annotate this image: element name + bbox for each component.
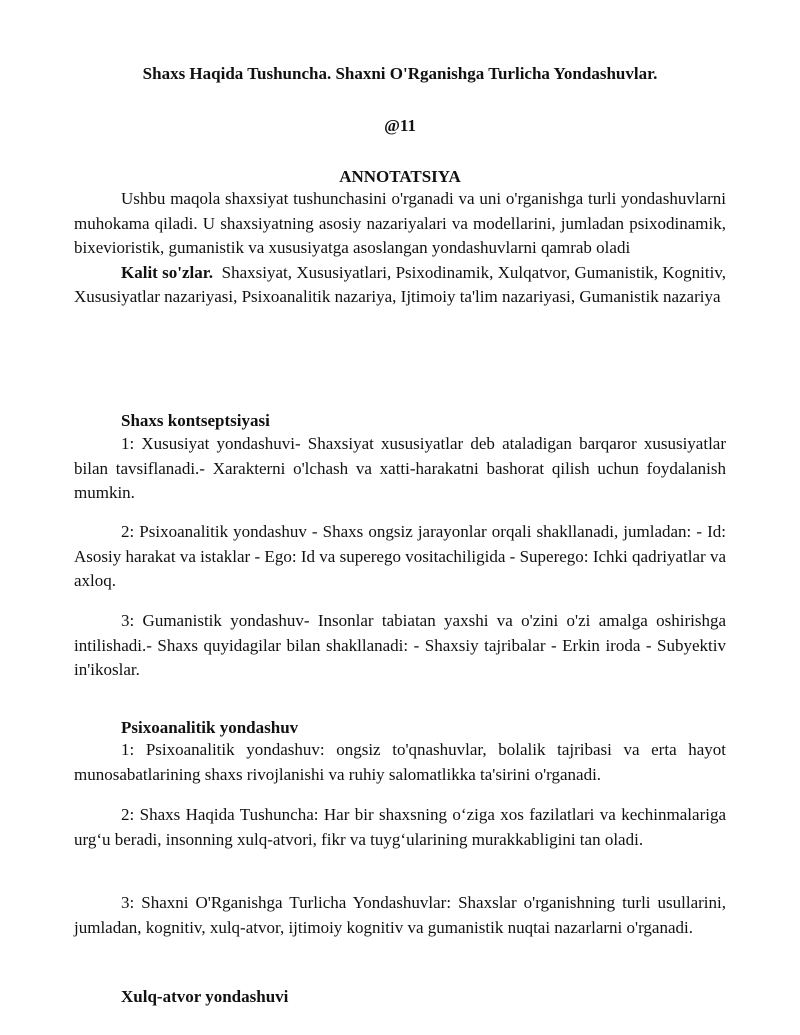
section1-paragraph-3: [74, 609, 726, 683]
section2-paragraph-3: [74, 891, 726, 940]
section1-paragraph-2: [74, 520, 726, 594]
paragraph-text: 2: Psixoanalitik yondashuv - Shaxs ongsiz jarayonlar orqali shakllanadi, jumladan: - Id: Asosiy harakat va istaklar - Ego: Id va superego vositachiligida - Superego: Ichki qadriyatlar va axloq.: [74, 522, 726, 590]
paragraph-text: 2: Shaxs Haqida Tushuncha: Har bir shaxsning o‘ziga xos fazilatlari va kechinmalariga urg‘u beradi, insonning xulq-atvori, fikr va tuyg‘ularining murakkabligini tan oladi.: [74, 805, 726, 849]
section-heading-behavioral: Xulq-atvor yondashuvi: [121, 987, 289, 1006]
section2-paragraph-1: [74, 738, 726, 787]
section1-paragraph-1: [74, 432, 726, 506]
paragraph-text: 3: Shaxni O'Rganishga Turlicha Yondashuvlar: Shaxslar o'rganishning turli usullarini, jumladan, kognitiv, xulq-atvor, ijtimoiy kognitiv va gumanistik nuqtai nazarlarni o'rganadi.: [74, 893, 726, 937]
paragraph-text: 1: Psixoanalitik yondashuv: ongsiz to'qnashuvlar, bolalik tajribasi va erta hayot munosabatlarining shaxs rivojlanishi va ruhiy salomatlikka ta'sirini o'rganadi.: [74, 740, 726, 784]
issue-number: @11: [384, 116, 416, 135]
annotation-heading: ANNOTATSIYA: [339, 167, 461, 186]
keywords-label: Kalit so'zlar.: [121, 262, 213, 282]
paragraph-text: 3: Gumanistik yondashuv- Insonlar tabiatan yaxshi va o'zini o'zi amalga oshirishga intilishadi.- Shaxs quyidagilar bilan shakllanadi: - Shaxsiy tajribalar - Erkin iroda - Subyektiv in'ikoslar.: [74, 611, 726, 679]
section-heading-concept: Shaxs kontseptsiyasi: [121, 411, 270, 430]
section-heading-psychoanalytic: Psixoanalitik yondashuv: [121, 718, 299, 737]
document-title: Shaxs Haqida Tushuncha. Shaxni O'Rganishga Turlicha Yondashuvlar.: [142, 64, 658, 83]
annotation-text: Ushbu maqola shaxsiyat tushunchasini o'rganadi va uni o'rganishga turli yondashuvlarni muhokama qiladi. U shaxsiyatning asosiy nazariyalari va modellarini, jumladan psixodinamik, bixevioristik, gumanistik va xususiyatga asoslangan yondashuvlarni qamrab oladi: [74, 189, 726, 257]
paragraph-text: 1: Xususiyat yondashuvi- Shaxsiyat xususiyatlar deb ataladigan barqaror xususiyatlar bilan tavsiflanadi.- Xarakterni o'lchash va xatti-harakatni bashorat qilish uchun foydalanish mumkin.: [74, 434, 726, 502]
keywords-text: Shaxsiyat, Xususiyatlari, Psixodinamik, Xulqatvor, Gumanistik, Kognitiv, Xususiyatlar nazariyasi, Psixoanalitik nazariya, Ijtimoiy ta'lim nazariyasi, Gumanistik nazariya: [74, 262, 726, 306]
section2-paragraph-2: [74, 803, 726, 852]
keywords-paragraph: [74, 261, 726, 310]
annotation-block: [74, 187, 726, 310]
